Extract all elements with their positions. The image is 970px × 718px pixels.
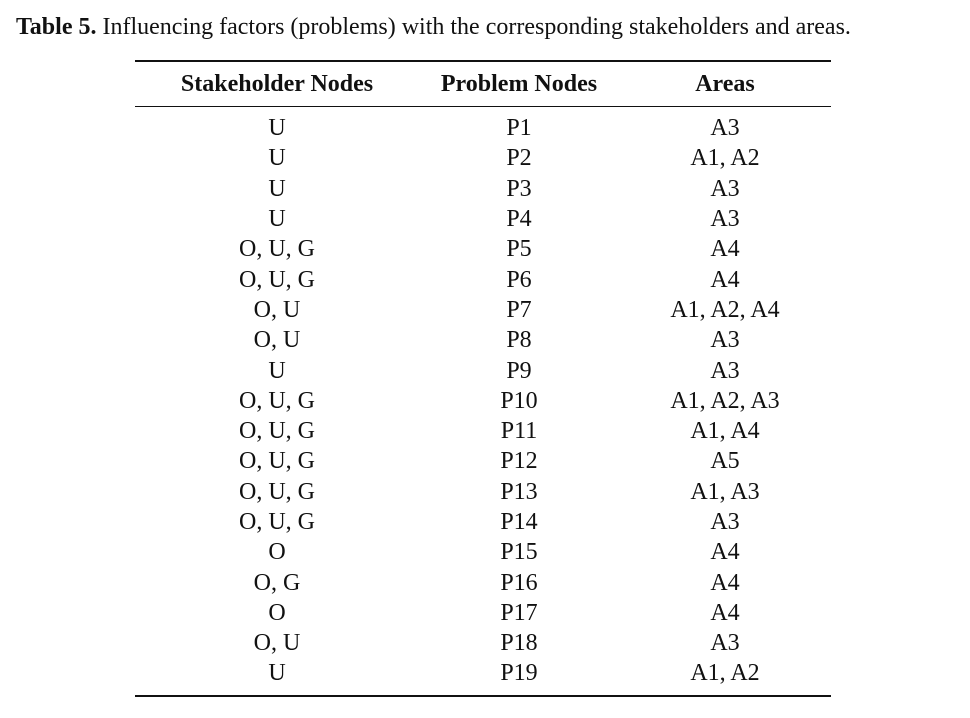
- area-cell: A3: [710, 327, 740, 354]
- area-cell: A4: [710, 569, 740, 596]
- area-cell: A1, A4: [690, 418, 760, 445]
- area-cell: A1, A2, A4: [670, 296, 780, 323]
- stakeholder-cell: O: [268, 539, 286, 566]
- table-row: [135, 658, 831, 695]
- header-stakeholder-nodes: Stakeholder Nodes: [180, 70, 374, 97]
- table-row: [135, 107, 831, 144]
- stakeholder-cell: O, G: [253, 569, 301, 596]
- area-cell: A3: [710, 115, 740, 142]
- stakeholder-cell: O, U, G: [239, 418, 315, 445]
- area-cell: A1, A2, A3: [670, 387, 780, 414]
- problem-cell: P12: [500, 448, 538, 475]
- stakeholder-cell: O, U, G: [239, 509, 315, 535]
- table-row: [135, 174, 831, 204]
- table-row: [135, 295, 831, 325]
- table-row: [135, 264, 831, 294]
- area-cell: A4: [710, 599, 740, 626]
- table-row: [135, 416, 831, 446]
- problem-cell: P15: [500, 539, 538, 566]
- area-cell: A1, A3: [690, 478, 760, 505]
- problem-cell: P8: [506, 327, 532, 354]
- stakeholder-cell: U: [268, 660, 286, 687]
- stakeholder-cell: O, U: [253, 296, 301, 323]
- header-row: [135, 61, 831, 107]
- problem-cell: P19: [500, 660, 538, 687]
- problem-cell: P2: [506, 145, 532, 172]
- table-row: [135, 598, 831, 628]
- stakeholder-cell: O: [268, 599, 286, 626]
- stakeholder-cell: U: [268, 145, 286, 172]
- problem-cell: P16: [500, 569, 538, 596]
- table-row: [135, 537, 831, 567]
- area-cell: A1, A2: [690, 145, 760, 172]
- problem-cell: P17: [500, 599, 538, 626]
- problem-cell: P5: [506, 236, 532, 263]
- table-row: [135, 355, 831, 385]
- area-cell: A4: [710, 236, 740, 263]
- area-cell: A3: [710, 206, 740, 233]
- area-cell: A4: [710, 266, 740, 293]
- stakeholder-cell: U: [268, 357, 286, 384]
- area-cell: A5: [710, 448, 740, 475]
- stakeholder-cell: O, U, G: [239, 448, 315, 475]
- problem-cell: P1: [506, 115, 532, 142]
- table-caption-label: Table 5.: [16, 14, 97, 40]
- area-cell: A1, A2: [690, 660, 760, 687]
- stakeholder-cell: O, U, G: [239, 266, 315, 293]
- problem-cell: P10: [500, 387, 538, 414]
- problem-cell: P3: [506, 175, 532, 202]
- area-cell: A4: [710, 539, 740, 566]
- stakeholder-cell: O, U, G: [239, 236, 315, 263]
- table-body: [135, 107, 831, 696]
- table-container: [135, 60, 831, 697]
- problem-cell: P4: [506, 206, 532, 233]
- stakeholder-cell: U: [268, 175, 286, 202]
- problem-cell: P11: [500, 418, 538, 445]
- table-caption: [16, 12, 961, 42]
- stakeholder-cell: O, U: [253, 327, 301, 354]
- stakeholder-cell: O, U, G: [239, 387, 315, 414]
- table-row: [135, 234, 831, 264]
- table-row: [135, 204, 831, 234]
- table-row: [135, 325, 831, 355]
- stakeholder-cell: O, U, G: [239, 478, 315, 505]
- table-row: [135, 143, 831, 173]
- stakeholder-cell: U: [268, 115, 286, 142]
- header-problem-nodes: Problem Nodes: [440, 70, 598, 97]
- table-caption-text: Influencing factors (problems) with the corresponding stakeholders and areas.: [96, 14, 851, 40]
- stakeholder-problem-table: [135, 60, 831, 697]
- table-row: [135, 446, 831, 476]
- area-cell: A3: [710, 630, 740, 657]
- stakeholder-cell: O, U: [253, 630, 301, 657]
- table-row: [135, 628, 831, 658]
- header-areas: Areas: [695, 70, 755, 97]
- area-cell: A3: [710, 509, 740, 535]
- table-row: [135, 477, 831, 507]
- table-row: [135, 386, 831, 416]
- problem-cell: P7: [506, 296, 532, 323]
- problem-cell: P18: [500, 630, 538, 657]
- problem-cell: P9: [506, 357, 532, 384]
- table-row: [135, 567, 831, 597]
- stakeholder-cell: U: [268, 206, 286, 233]
- area-cell: A3: [710, 175, 740, 202]
- table-header: [135, 61, 831, 107]
- problem-cell: P13: [500, 478, 538, 505]
- area-cell: A3: [710, 357, 740, 384]
- problem-cell: P14: [500, 509, 538, 535]
- table-row: [135, 507, 831, 537]
- problem-cell: P6: [506, 266, 532, 293]
